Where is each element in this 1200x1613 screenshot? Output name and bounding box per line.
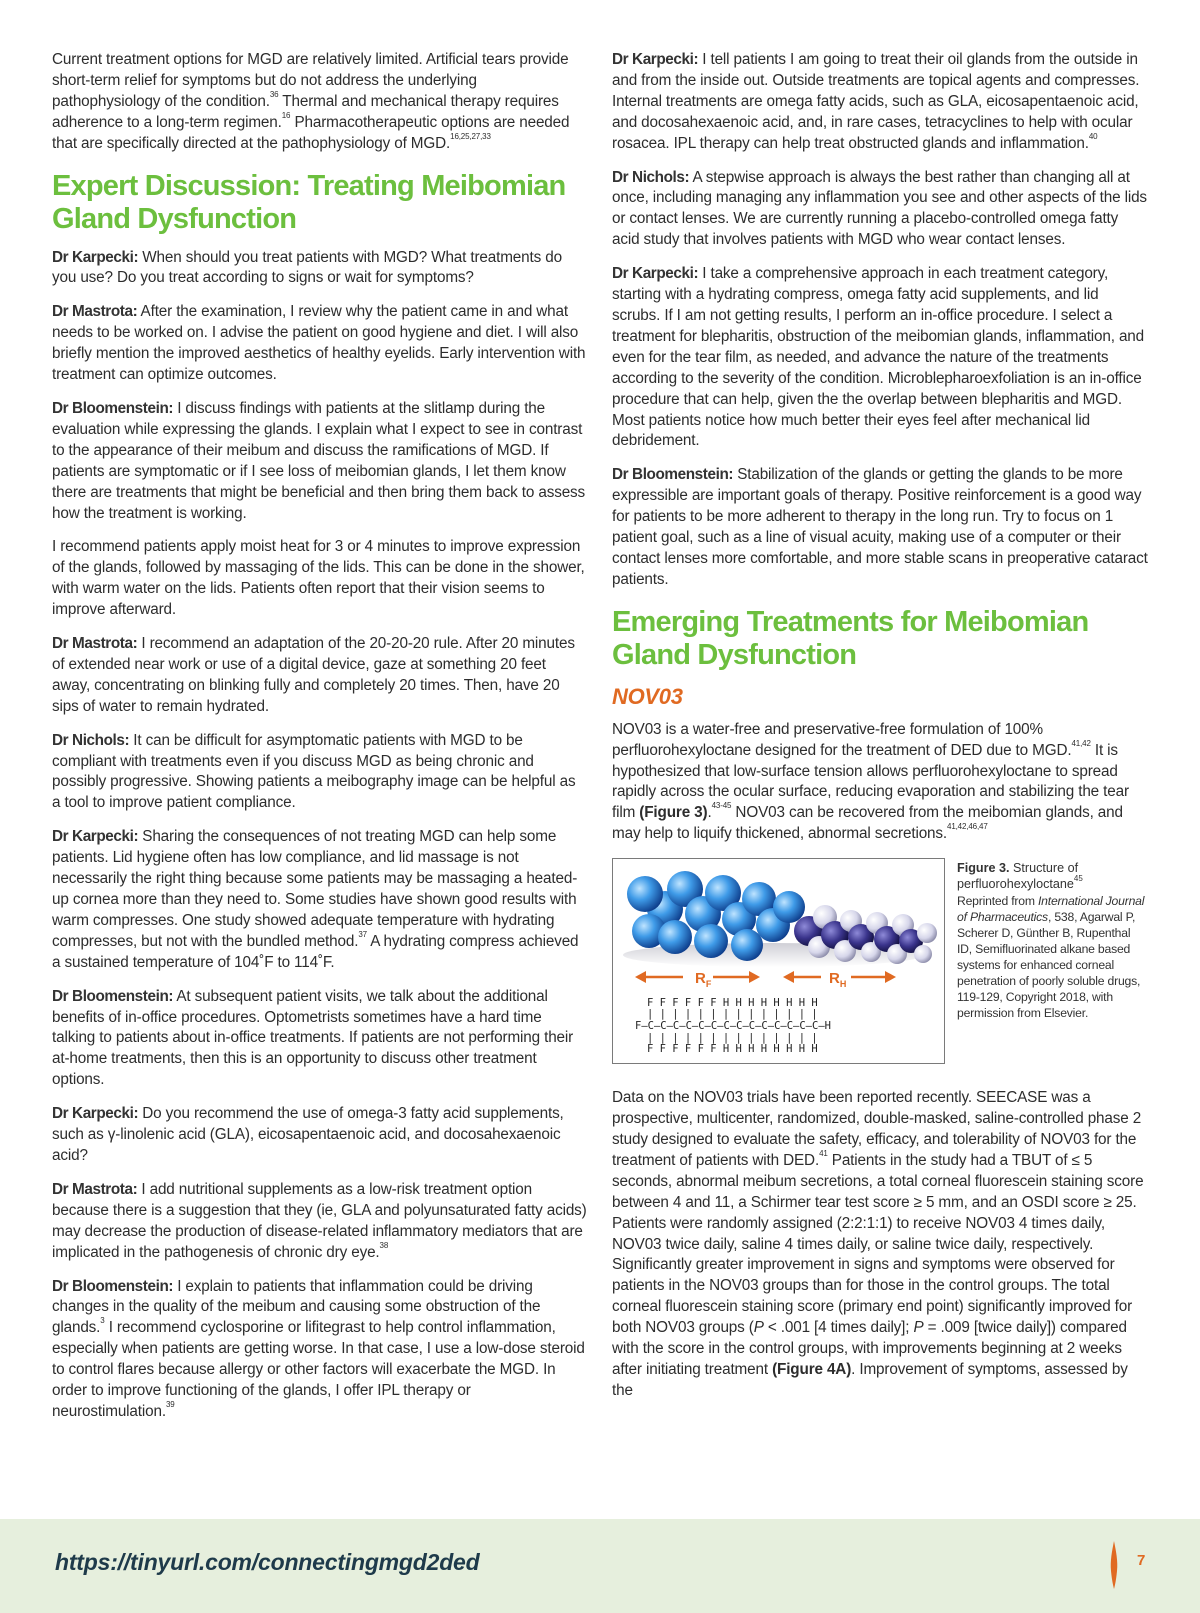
section-heading-emerging-treatments: Emerging Treatments for Meibomian Gland Dysfunction [612,605,1089,671]
discussion-paragraph: Dr Mastrota: I recommend an adaptation of the 20-20-20 rule. After 20 minutes of extended near work or use of a digital device, gaze at something 20 feet away, concentrating on blinking fully and completely 20 times. Then, have 20 sips of water to remain hydrated. [52,635,575,715]
discussion-paragraph: Dr Karpecki: When should you treat patients with MGD? What treatments do you use? Do you treat according to signs or wait for symptoms? [52,248,562,287]
perfluorohexyloctane-model [613,859,944,1063]
page-number: 7 [1137,1552,1146,1569]
figure-credit: Reprinted from International Journal of Pharmaceutics, 538, Agarwal P, Scherer D, Günther B, Rupenthal ID, Semifluorinated alkane based systems for enhanced corneal penetration of poorly soluble drugs, 119-129, Copyright 2018, with permission from Elsevier. [957,893,1145,1020]
discussion-paragraph: Dr Bloomenstein: Stabilization of the glands or getting the glands to be more expressible are important goals of therapy. Positive reinforcement is a good way for patients to be more adherent to therapy in the long run. Try to focus on 1 patient goal, such as a line of visual acuity, making use of a computer or their contact lenses more comfortable, and more stable scans in preoperative cataract patients. [612,466,1148,588]
hydrocarbon-chain [794,905,937,964]
right-column [612,50,1148,1415]
left-column [52,50,587,1436]
nov03-intro-paragraph: NOV03 is a water-free and preservative-free formulation of 100% perfluorohexyloctane designed for the treatment of DED due to MGD.$^{41,42}$ It is hypothesized that low-surface tension allows perfluorohexyloctane to spread rapidly across the ocular surface, reducing evaporation and stabilizing the tear film (Figure 3).$^{43-45}$ NOV03 can be recovered from the meibomian glands, and may help to liquify thickened, abnormal secretions.$^{41,42,46,47}$ [612,720,1129,843]
discussion-paragraph: I recommend patients apply moist heat for 3 or 4 minutes to improve expression of the glands, followed by massaging of the lids. This can be done in the shower, with warm water on the lids. Patients often report that their vision seems to improve afterward. [52,538,585,619]
discussion-paragraph: Dr Bloomenstein: At subsequent patient visits, we talk about the additional benefits of in-office procedures. Optometrists sometimes have a hard time talking to patients about in-office treatments. If patients are not performing their at-home treatments, then this is an opportunity to discuss other treatment options. [52,987,574,1089]
figure-caption: Figure 3. Structure of perfluorohexyloctane$^{45}$ Reprinted from International Journal of Pharmaceutics, 538, Agarwal P, Scherer D, Günther B, Rupenthal ID, Semifluorinated alkane based systems for enhanced corneal penetration of poorly soluble drugs, 119-129, Copyright 2018, with permission from Elsevier. [957,858,1148,1064]
rh-label: $R_H$ [829,970,847,990]
subheading-nov03: NOV03 [612,683,683,709]
section-heading-expert-discussion: Expert Discussion: Treating Meibomian Gland Dysfunction [52,169,566,235]
formula-top-atoms: F F F F F F H H H H H H H H [647,997,818,1010]
formula-top-bonds: | | | | | | | | | | | | | | [647,1008,818,1021]
discussion-paragraph: Dr Nichols: It can be difficult for asymptomatic patients with MGD to be compliant with treatments even if you discuss MGD as being chronic and possibly progressive. Showing patients a meibography image can be helpful as a tool to improve patient compliance. [52,731,576,812]
formula-main-chain: F–C–C–C–C–C–C–C–C–C–C–C–C–C–C–H [635,1020,831,1033]
formula-bottom-atoms: F F F F F F H H H H H H H H [647,1043,818,1056]
rf-label: $R_F$ [695,970,712,990]
figure-label: Figure 3. [957,861,1010,876]
discussion-paragraph: Dr Bloomenstein: I explain to patients that inflammation could be driving changes in the quality of the meibum and causing some obstruction of the glands.$^3$ I recommend cyclosporine or lifitegrast to help control inflammation, especially when patients are getting worse. In that case, I use a low-dose steroid to control flares because allergy or other factors will exacerbate the MGD. In order to improve functioning of the glands, I offer IPL therapy or neurostimulation.$^{39}$ [52,1277,585,1420]
eyedropper-icon [1107,1539,1121,1591]
discussion-paragraph: Dr Bloomenstein: I discuss findings with patients at the slitlamp during the evaluation while expressing the glands. I explain what I expect to see in contrast to the appearance of their meibum and discuss the ramifications of MGD. If patients are symptomatic or if I see loss of meibomian glands, I let them know there are treatments that might be beneficial and then bring them back to assess how the treatment is working. [52,399,586,522]
discussion-paragraph: Dr Karpecki: Do you recommend the use of omega-3 fatty acid supplements, such as γ-linolenic acid (GLA), eicosapentaenoic acid, and docosahexaenoic acid? [52,1105,564,1164]
formula-bottom-bonds: | | | | | | | | | | | | | | [647,1032,818,1045]
trials-paragraph: Data on the NOV03 trials have been reported recently. SEECASE was a prospective, multicenter, randomized, double-masked, saline-controlled phase 2 study designed to evaluate the safety, efficacy, and tolerability of NOV03 for the treatment of patients with DED.$^{41}$ Patients in the study had a TBUT of ≤ 5 seconds, abnormal meibum secretions, a total corneal fluorescein staining score between 4 and 11, a Schirmer tear test score ≥ 5 mm, and an OSDI score ≥ 25. Patients were randomly assigned (2:2:1:1) to receive NOV03 4 times daily, NOV03 twice daily, saline 4 times daily, or saline twice daily, respectively. Significantly greater improvement in signs and symptoms were observed for patients in the NOV03 groups than for those in the control groups. The total corneal fluorescein staining score (primary end point) significantly improved for both NOV03 groups (P < .001 [4 times daily]; P = .009 [twice daily]) compared with the score in the control groups, with improvements beginning at 2 weeks after initiating treatment (Figure 4A). Improvement of symptoms, assessed by the [612,1089,1144,1399]
figure-reference: (Figure 3) [639,804,708,822]
discussion-paragraph: Dr Karpecki: I take a comprehensive approach in each treatment category, starting with a hydrating compress, omega fatty acid supplements, and lid scrubs. If I am not getting results, I perform an in-office procedure. I select a treatment for blepharitis, obstruction of the meibomian glands, inflammation, and even for the tear film, as needed, and advance the nature of the treatments according to the severity of the condition. Microblepharoexfoliation is an in-office procedure that can help, given the the overlap between blepharitis and MGD. Most patients notice how much better their eyes feel after mechanical lid debridement. [612,265,1145,450]
discussion-paragraph: Dr Nichols: A stepwise approach is always the best rather than changing all at once, including managing any inflammation you see and other aspects of the lids or contact lenses. We are currently running a placebo-controlled omega fatty acid study that involves patients with MGD who wear contact lenses. [612,168,1147,249]
intro-paragraph: Current treatment options for MGD are relatively limited. Artificial tears provide short-term relief for symptoms but do not address the underlying pathophysiology of the condition.$^{36}$ Thermal and mechanical therapy requires adherence to a long-term regimen.$^{16}$ Pharmacotherapeutic options are needed that are specifically directed at the pathophysiology of MGD.$^{16,25,27,33}$ [52,51,570,152]
molecule-structure-image [612,858,945,1064]
page-footer [0,1519,1200,1613]
discussion-paragraph: Dr Mastrota: I add nutritional supplements as a low-risk treatment option because there is a suggestion that they (ie, GLA and polyunsaturated fatty acids) may decrease the production of disease-related inflammatory mediators that are implicated in the pathogenesis of chronic dry eye.$^{38}$ [52,1180,587,1261]
structural-formula [635,997,831,1055]
figure-reference: (Figure 4A) [772,1360,852,1378]
figure-3 [612,858,1148,1064]
footer-url-link[interactable]: https://tinyurl.com/connectingmgd2ded [55,1549,480,1575]
discussion-paragraph: Dr Mastrota: After the examination, I review why the patient came in and what needs to be worked on. I advise the patient on good hygiene and diet. I will also briefly mention the improved aesthetics of healthy eyelids. Early intervention with treatment can optimize outcomes. [52,303,586,384]
discussion-paragraph: Dr Karpecki: Sharing the consequences of not treating MGD can help some patients. Lid hygiene often has low compliance, and lid massage is not necessarily the right thing because some patients may be massaging a heated-up cornea more than they need to. Some studies have shown good results with warm compresses. One study showed adequate temperature with hydrating compresses, but not with the bundled method.$^{37}$ A hydrating compress achieved a sustained temperature of 104˚F to 114˚F. [52,828,579,971]
discussion-paragraph: Dr Karpecki: I tell patients I am going to treat their oil glands from the outside in and from the inside out. Outside treatments are topical agents and compresses. Internal treatments are omega fatty acids, such as GLA, eicosapentaenoic acid, and docosahexaenoic acid, and, in rare cases, tetracyclines to help with ocular rosacea. IPL therapy can help treat obstructed glands and inflammation.$^{40}$ [612,51,1140,152]
